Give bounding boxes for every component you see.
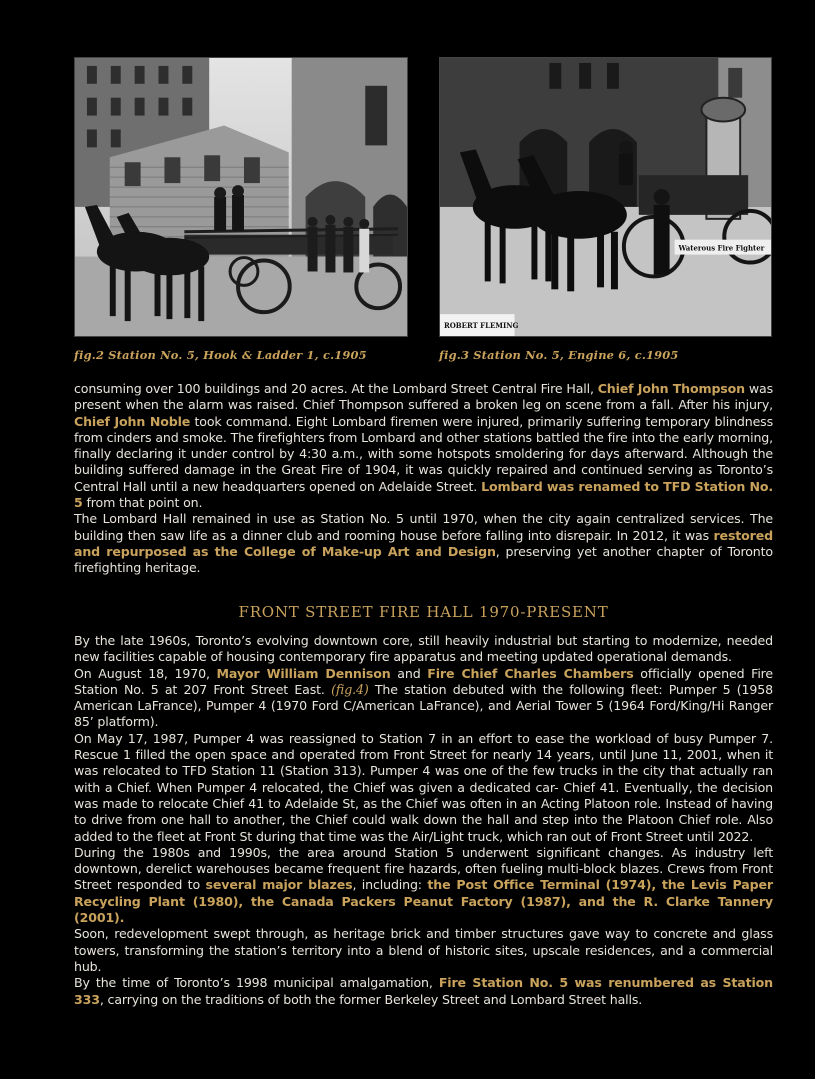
waterous-sign-text: Waterous Fire Fighter (678, 243, 765, 253)
highlight-station-333: Fire Station No. 5 was renumbered as Station 333 (74, 975, 773, 1007)
lombard-hall-text (74, 381, 773, 577)
figure-2-caption: fig.2 Station No. 5, Hook & Ladder 1, c.1905 (74, 348, 367, 362)
paragraph-great-fire: consuming over 100 buildings and 20 acres. At the Lombard Street Central Fire Hall, Chief John Thompson was present when the alarm was raised. Chief Thompson suffered a broken leg on scene from a fall. After his injury, Chief John Noble took command. Eight Lombard firemen were injured, primarily suffering temporary blindness from cinders and smoke. The firefighters from Lombard and other stations battled the fire into the early morning, finally declaring it under control by 4:30 a.m., with some hotspots smoldering for days afterward. Although the building suffered damage in the Great Fire of 1904, it was quickly repaired and continued serving as Toronto’s Central Hall until a new headquarters opened on Adelaide Street. Lombard was renamed to TFD Station No. 5 from that point on. (74, 381, 773, 511)
steam-engine-photo (440, 58, 771, 336)
highlight-blaze-list: the Post Office Terminal (1974), the Levis Paper Recycling Plant (1980), the Canada Packers Peanut Factory (1987), and the R. Clarke Tannery (2001). (74, 877, 773, 926)
figure-2-photo (74, 57, 408, 337)
highlight-mayor-dennison: Mayor William Dennison (216, 665, 391, 681)
highlight-college-makeup: restored and repurposed as the College of Make-up Art and Design (74, 527, 773, 559)
paragraph-amalgamation: By the time of Toronto’s 1998 municipal amalgamation, Fire Station No. 5 was renumbered as Station 333, carrying on the traditions of both the former Berkeley Street and Lombard Street halls. (74, 975, 773, 1007)
front-street-text (74, 633, 773, 1008)
photographer-stamp: ROBERT FLEMING (443, 321, 519, 331)
highlight-chief-noble: Chief John Noble (74, 413, 191, 429)
highlight-renamed-station-5: Lombard was renamed to TFD Station No. 5 (74, 478, 773, 511)
paragraph-pumper-4: On May 17, 1987, Pumper 4 was reassigned to Station 7 in an effort to ease the workload of busy Pumper 7. Rescue 1 filled the open space and operated from Front Street for nearly 14 years, until June 11, 2001, when it was relocated to TFD Station 11 (Station 313). Pumper 4 was one of the few trucks in the city that actually ran with a Chief. When Pumper 4 relocated, the Chief was given a dedicated car- Chief 41. Eventually, the decision was made to relocate Chief 41 to Adelaide St, as the Chief was often in an Acting Platoon role. Instead of having to drive from one hall to another, the Chief could walk down the hall and step into the Platoon Chief role. Also added to the fleet at Front St during that time was the Air/Light truck, which ran out of Front Street until 2022. (74, 730, 773, 844)
highlight-chief-chambers: Fire Chief Charles Chambers (427, 665, 634, 681)
paragraph-late-1960s: By the late 1960s, Toronto’s evolving downtown core, still heavily industrial but starting to modernize, needed new facilities capable of housing contemporary fire apparatus and meeting updated operational demands. (74, 633, 773, 665)
hook-and-ladder-photo (75, 58, 407, 336)
paragraph-redevelopment: Soon, redevelopment swept through, as heritage brick and timber structures gave way to concrete and glass towers, transforming the station’s territory into a blend of historic sites, upscale residences, and a commercial hub. (74, 926, 773, 974)
section-heading-front-street: FRONT STREET FIRE HALL 1970-PRESENT (238, 603, 609, 621)
figure-3-caption: fig.3 Station No. 5, Engine 6, c.1905 (439, 348, 679, 362)
highlight-major-blazes: several major blazes (205, 877, 353, 893)
figure-4-reference: (fig.4) (331, 681, 369, 697)
paragraph-lombard-hall: The Lombard Hall remained in use as Station No. 5 until 1970, when the city again centralized services. The building then saw life as a dinner club and rooming house before falling into disrepair. In 2012, it was restored and repurposed as the College of Make-up Art and Design, preserving yet another chapter of Toronto firefighting heritage. (74, 511, 773, 576)
paragraph-opening-1970: On August 18, 1970, Mayor William Dennison and Fire Chief Charles Chambers officially opened Fire Station No. 5 at 207 Front Street East. (fig.4) The station debuted with the following fleet: Pumper 5 (1958 American LaFrance), Pumper 4 (1970 Ford C/American LaFrance), and Aerial Tower 5 (1964 Ford/King/Hi Ranger 85’ platform). (74, 665, 774, 730)
figure-3-photo (439, 57, 772, 337)
paragraph-1980s-1990s: During the 1980s and 1990s, the area around Station 5 underwent significant changes. As industry left downtown, derelict warehouses became frequent fire hazards, often fueling multi-block blazes. Crews from Front Street responded to several major blazes, including: the Post Office Terminal (1974), the Levis Paper Recycling Plant (1980), the Canada Packers Peanut Factory (1987), and the R. Clarke Tannery (2001). (74, 844, 773, 926)
highlight-chief-thompson: Chief John Thompson (597, 381, 745, 396)
